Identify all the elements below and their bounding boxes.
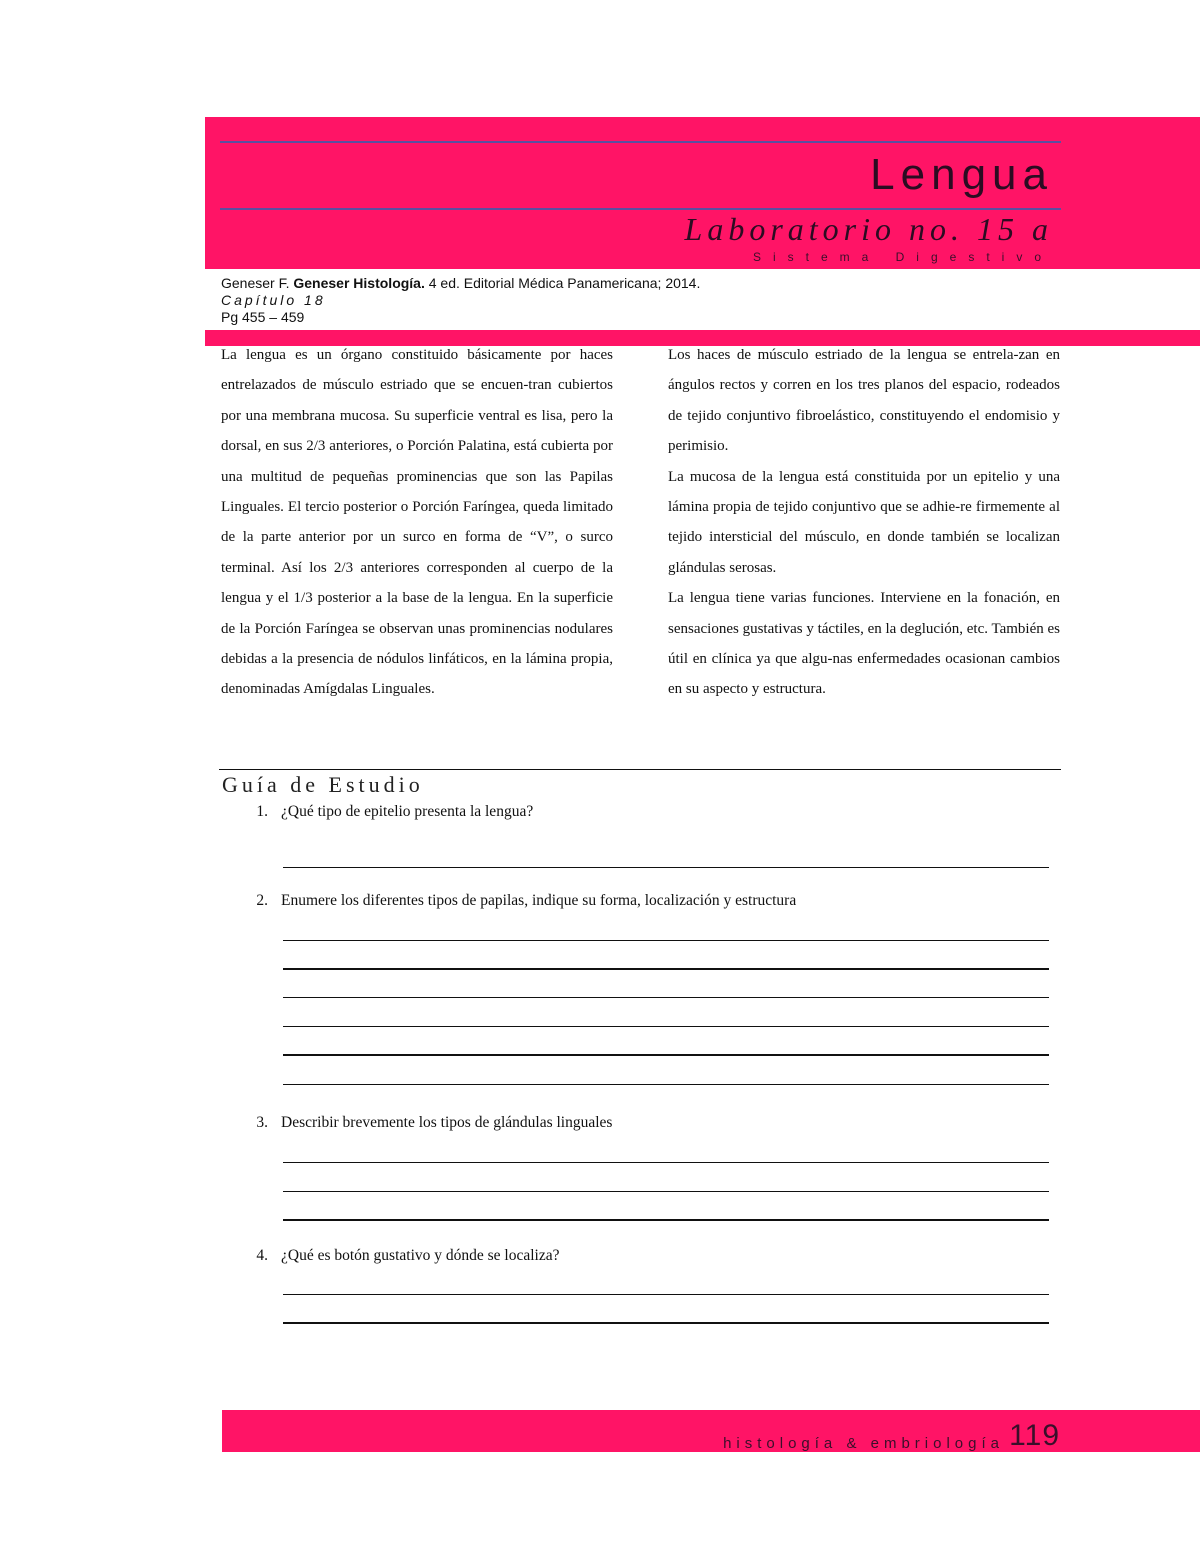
reference-book: Geneser Histología. (293, 275, 425, 291)
system-label: Sistema Digestivo (752, 250, 1053, 264)
body-paragraph: La mucosa de la lengua está constituida por un epitelio y una lámina propia de tejido conjuntivo que se adhie-re firmemente al tejido intersticial del músculo, en donde también se localizan glándulas serosas. (668, 468, 1060, 576)
section-divider (219, 769, 1061, 770)
page-number: 119 (1009, 1419, 1060, 1452)
body-column-right (668, 340, 1060, 705)
answer-line[interactable] (283, 968, 1049, 970)
question-text: Describir brevemente los tipos de glándulas linguales (281, 1114, 613, 1131)
answer-line[interactable] (283, 1191, 1049, 1192)
question-number: 2. (256, 892, 268, 909)
answer-line[interactable] (283, 1219, 1049, 1221)
reference-block (221, 275, 700, 326)
reference-edition: 4 ed. Editorial Médica Panamericana; 2014. (424, 275, 701, 291)
question-number: 4. (256, 1247, 268, 1264)
answer-line[interactable] (283, 1026, 1049, 1027)
answer-line[interactable] (283, 1322, 1049, 1324)
footer-label: histología & embriología (723, 1435, 1004, 1452)
answer-line[interactable] (283, 1084, 1049, 1085)
study-guide-title: Guía de Estudio (222, 772, 424, 797)
body-column-left (221, 340, 613, 705)
answer-line[interactable] (283, 867, 1049, 868)
question-number: 1. (256, 803, 268, 820)
reference-citation (221, 275, 700, 292)
body-paragraph: Los haces de músculo estriado de la lengua se entrela-zan en ángulos rectos y corren en los tres planos del espacio, rodeados de tejido conjuntivo fibroelástico, constituyendo el endomisio y perimisio. (668, 347, 1060, 455)
answer-line[interactable] (283, 940, 1049, 941)
reference-chapter: Capítulo 18 (221, 292, 326, 308)
body-paragraph: La lengua es un órgano constituido básicamente por haces entrelazados de músculo estriado que se encuen-tran cubiertos por una membrana mucosa. Su superficie ventral es lisa, pero la dorsal, en sus 2/3 anteriores, o Porción Palatina, está cubierta por una multitud de pequeñas prominencias que son las Papilas Linguales. El tercio posterior o Porción Faríngea, queda limitado de la parte anterior por un surco en forma de “V”, o surco terminal. Así los 2/3 anteriores corresponden al cuerpo de la lengua y el 1/3 posterior a la base de la lengua. En la superficie de la Porción Faríngea se observan unas prominencias nodulares debidas a la presencia de nódulos linfáticos, en la lámina propia, denominadas Amígdalas Linguales. (221, 347, 613, 698)
reference-author: Geneser F. (221, 275, 294, 291)
page-title: Lengua (870, 150, 1053, 199)
header-rule-middle (220, 208, 1061, 210)
answer-line[interactable] (283, 1162, 1049, 1163)
reference-pages: Pg 455 – 459 (221, 309, 305, 325)
answer-line[interactable] (283, 1054, 1049, 1056)
question-text: ¿Qué es botón gustativo y dónde se localiza? (281, 1247, 560, 1264)
answer-line[interactable] (283, 997, 1049, 998)
header-rule-top (220, 141, 1061, 143)
answer-line[interactable] (283, 1294, 1049, 1295)
question-text: ¿Qué tipo de epitelio presenta la lengua? (281, 803, 534, 820)
question-text: Enumere los diferentes tipos de papilas, indique su forma, localización y estructura (281, 892, 797, 909)
question-number: 3. (256, 1114, 268, 1131)
body-paragraph: La lengua tiene varias funciones. Interviene en la fonación, en sensaciones gustativas y táctiles, en la deglución, etc. También es útil en clínica ya que algu-nas enfermedades ocasionan cambios en su aspecto y estructura. (668, 590, 1060, 698)
lab-subtitle: Laboratorio no. 15 a (684, 211, 1053, 247)
